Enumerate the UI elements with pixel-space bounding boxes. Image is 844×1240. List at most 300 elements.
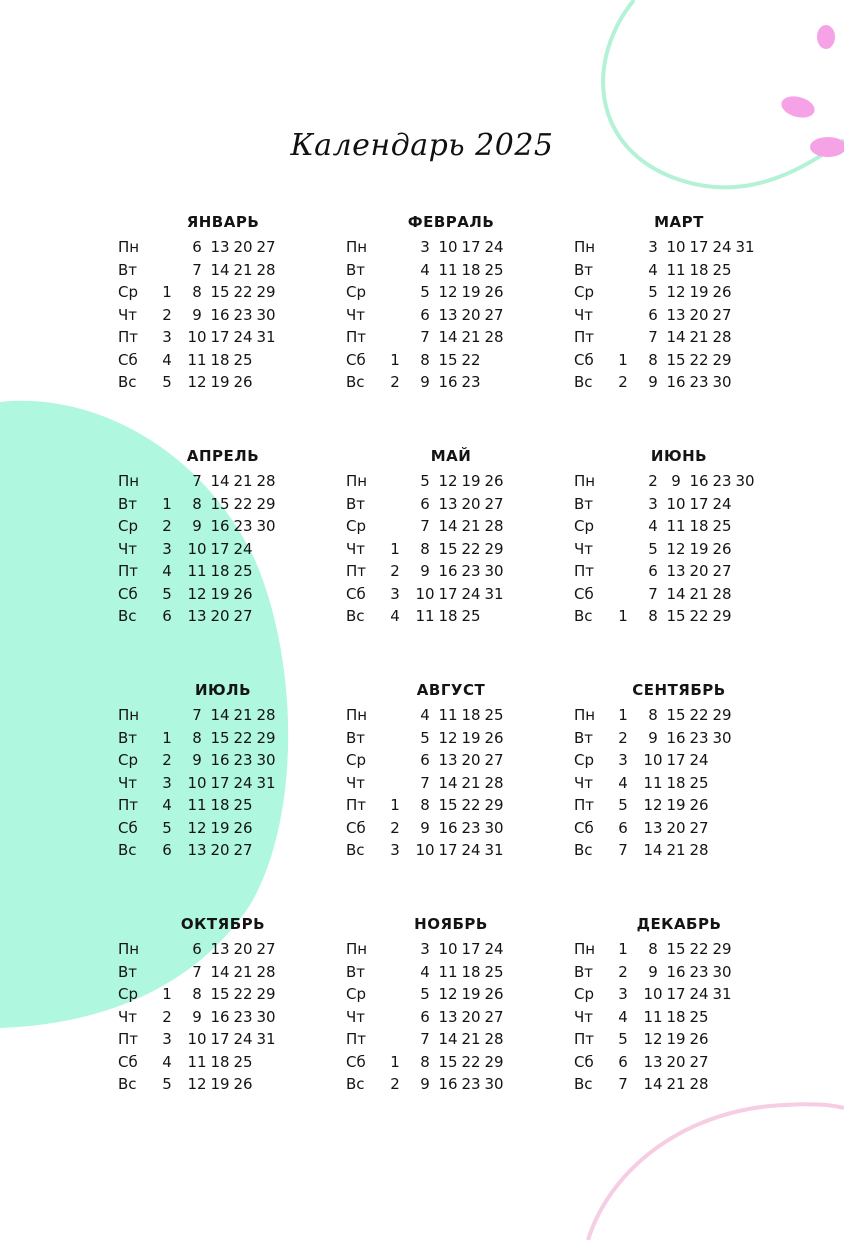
day-number: 4 xyxy=(420,260,430,279)
day-number: 10 xyxy=(187,328,207,346)
weekday-label: Ср xyxy=(346,517,366,535)
month-block xyxy=(574,912,764,1096)
day-number: 1 xyxy=(390,539,400,558)
day-number: 26 xyxy=(712,539,732,558)
day-number: 12 xyxy=(643,796,663,814)
weekday-label: Пн xyxy=(346,706,368,724)
day-number: 10 xyxy=(187,539,207,558)
day-number: 28 xyxy=(712,328,732,346)
day-number: 27 xyxy=(256,940,276,958)
weekday-row xyxy=(574,304,764,327)
weekday-row xyxy=(346,772,536,795)
day-number: 8 xyxy=(648,940,658,958)
day-number: 13 xyxy=(210,940,230,958)
day-number: 11 xyxy=(666,260,686,279)
weekday-row xyxy=(574,538,764,561)
day-number: 8 xyxy=(648,607,658,625)
weekday-row xyxy=(118,493,308,516)
day-number: 1 xyxy=(162,728,172,747)
day-number: 26 xyxy=(484,728,504,747)
day-number: 28 xyxy=(484,773,504,792)
day-number: 14 xyxy=(666,584,686,603)
day-number: 3 xyxy=(618,985,628,1003)
weekday-label: Вс xyxy=(346,373,365,391)
day-number: 27 xyxy=(689,818,709,837)
day-number: 24 xyxy=(233,1030,253,1048)
weekday-row xyxy=(574,326,764,349)
day-number: 20 xyxy=(666,1052,686,1071)
day-number: 12 xyxy=(438,283,458,301)
day-number: 5 xyxy=(162,584,172,603)
day-number: 3 xyxy=(420,238,430,256)
weekday-row xyxy=(574,704,764,727)
day-number: 14 xyxy=(210,472,230,490)
day-number: 1 xyxy=(618,706,628,724)
weekday-row xyxy=(346,817,536,840)
day-number: 23 xyxy=(461,1075,481,1093)
day-number: 13 xyxy=(643,1052,663,1071)
day-number: 14 xyxy=(438,773,458,792)
day-number: 12 xyxy=(643,1030,663,1048)
day-number: 15 xyxy=(210,728,230,747)
weekday-row xyxy=(574,371,764,394)
month-block xyxy=(346,210,536,394)
day-number: 1 xyxy=(162,985,172,1003)
weekday-label: Вт xyxy=(118,260,138,279)
day-number: 12 xyxy=(438,728,458,747)
day-number: 27 xyxy=(484,305,504,324)
day-number: 25 xyxy=(712,517,732,535)
weekday-row xyxy=(574,470,764,493)
weekday-row xyxy=(346,727,536,750)
day-number: 8 xyxy=(420,1052,430,1071)
weekday-row xyxy=(118,326,308,349)
weekday-label: Чт xyxy=(346,539,366,558)
day-number: 28 xyxy=(256,962,276,981)
day-number: 9 xyxy=(648,373,658,391)
day-number: 5 xyxy=(162,818,172,837)
weekday-label: Сб xyxy=(118,350,138,369)
weekday-row xyxy=(118,817,308,840)
day-number: 27 xyxy=(484,1007,504,1026)
day-number: 1 xyxy=(618,607,628,625)
day-number: 22 xyxy=(233,985,253,1003)
day-number: 20 xyxy=(210,607,230,625)
weekday-row xyxy=(118,538,308,561)
day-number: 8 xyxy=(192,283,202,301)
day-number: 23 xyxy=(461,562,481,580)
day-number: 3 xyxy=(162,328,172,346)
weekday-row xyxy=(118,839,308,862)
weekday-row xyxy=(574,560,764,583)
month-name: АВГУСТ xyxy=(416,681,486,699)
day-number: 23 xyxy=(233,751,253,769)
day-number: 25 xyxy=(461,607,481,625)
weekday-row xyxy=(574,839,764,862)
weekday-label: Сб xyxy=(346,1052,366,1071)
day-number: 31 xyxy=(256,1030,276,1048)
weekday-label: Чт xyxy=(346,773,366,792)
weekday-row xyxy=(118,938,308,961)
day-number: 18 xyxy=(689,517,709,535)
day-number: 30 xyxy=(484,562,504,580)
weekday-row xyxy=(118,704,308,727)
day-number: 21 xyxy=(461,328,481,346)
day-number: 13 xyxy=(210,238,230,256)
day-number: 9 xyxy=(192,305,202,324)
day-number: 27 xyxy=(484,494,504,513)
month-name: ЯНВАРЬ xyxy=(186,213,260,231)
weekday-row xyxy=(574,817,764,840)
day-number: 11 xyxy=(643,773,663,792)
day-number: 18 xyxy=(210,1052,230,1071)
day-number: 14 xyxy=(210,962,230,981)
day-number: 19 xyxy=(461,283,481,301)
day-number: 6 xyxy=(420,1007,430,1026)
weekday-row xyxy=(118,1051,308,1074)
day-number: 25 xyxy=(233,562,253,580)
weekday-row xyxy=(346,1028,536,1051)
day-number: 27 xyxy=(689,1052,709,1071)
day-number: 26 xyxy=(233,1075,253,1093)
day-number: 1 xyxy=(390,1052,400,1071)
day-number: 30 xyxy=(256,305,276,324)
weekday-label: Чт xyxy=(118,305,138,324)
day-number: 9 xyxy=(192,517,202,535)
weekday-label: Чт xyxy=(346,305,366,324)
day-number: 14 xyxy=(438,328,458,346)
day-number: 27 xyxy=(233,607,253,625)
month-name: ОКТЯБРЬ xyxy=(180,915,266,933)
day-number: 10 xyxy=(415,841,435,859)
day-number: 18 xyxy=(461,260,481,279)
weekday-row xyxy=(574,727,764,750)
weekday-label: Ср xyxy=(574,985,594,1003)
weekday-label: Пт xyxy=(346,328,367,346)
day-number: 7 xyxy=(648,328,658,346)
day-number: 20 xyxy=(689,562,709,580)
day-number: 20 xyxy=(461,1007,481,1026)
month-block xyxy=(346,444,536,628)
day-number: 21 xyxy=(233,706,253,724)
day-number: 23 xyxy=(233,1007,253,1026)
day-number: 19 xyxy=(666,1030,686,1048)
day-number: 6 xyxy=(618,1052,628,1071)
weekday-label: Вс xyxy=(118,373,137,391)
weekday-row xyxy=(346,493,536,516)
day-number: 18 xyxy=(210,350,230,369)
day-number: 5 xyxy=(648,539,658,558)
weekday-label: Вс xyxy=(118,607,137,625)
day-number: 4 xyxy=(162,796,172,814)
month-block xyxy=(118,912,308,1096)
day-number: 19 xyxy=(210,818,230,837)
day-number: 5 xyxy=(420,472,430,490)
weekday-row xyxy=(346,470,536,493)
weekday-row xyxy=(346,560,536,583)
weekday-label: Вс xyxy=(346,841,365,859)
day-number: 19 xyxy=(461,985,481,1003)
weekday-row xyxy=(118,304,308,327)
day-number: 31 xyxy=(256,328,276,346)
day-number: 22 xyxy=(233,494,253,513)
day-number: 13 xyxy=(187,841,207,859)
day-number: 28 xyxy=(484,517,504,535)
day-number: 11 xyxy=(187,562,207,580)
day-number: 13 xyxy=(438,751,458,769)
weekday-row xyxy=(346,259,536,282)
day-number: 7 xyxy=(618,1075,628,1093)
day-number: 22 xyxy=(233,283,253,301)
day-number: 9 xyxy=(192,1007,202,1026)
day-number: 30 xyxy=(735,472,755,490)
day-number: 21 xyxy=(461,773,481,792)
weekday-label: Сб xyxy=(118,818,138,837)
day-number: 2 xyxy=(162,1007,172,1026)
weekday-row xyxy=(574,1006,764,1029)
day-number: 21 xyxy=(689,328,709,346)
day-number: 4 xyxy=(162,562,172,580)
weekday-row xyxy=(118,794,308,817)
weekday-label: Пн xyxy=(118,472,140,490)
day-number: 10 xyxy=(415,584,435,603)
day-number: 3 xyxy=(648,238,658,256)
weekday-label: Ср xyxy=(118,517,138,535)
weekday-row xyxy=(346,605,536,628)
day-number: 20 xyxy=(461,494,481,513)
day-number: 30 xyxy=(484,818,504,837)
day-number: 1 xyxy=(162,494,172,513)
day-number: 18 xyxy=(666,773,686,792)
day-number: 28 xyxy=(256,260,276,279)
month-name: МАЙ xyxy=(430,447,472,465)
day-number: 7 xyxy=(192,260,202,279)
weekday-label: Вс xyxy=(346,607,365,625)
weekday-label: Пт xyxy=(574,562,595,580)
day-number: 4 xyxy=(420,706,430,724)
weekday-label: Вт xyxy=(574,260,594,279)
day-number: 22 xyxy=(233,728,253,747)
day-number: 20 xyxy=(210,841,230,859)
weekday-row xyxy=(346,349,536,372)
day-number: 6 xyxy=(192,940,202,958)
day-number: 16 xyxy=(666,728,686,747)
day-number: 13 xyxy=(438,1007,458,1026)
day-number: 22 xyxy=(689,607,709,625)
day-number: 26 xyxy=(233,584,253,603)
day-number: 9 xyxy=(420,818,430,837)
day-number: 28 xyxy=(484,1030,504,1048)
day-number: 24 xyxy=(233,773,253,792)
day-number: 17 xyxy=(210,328,230,346)
day-number: 11 xyxy=(438,962,458,981)
day-number: 26 xyxy=(233,818,253,837)
month-name: НОЯБРЬ xyxy=(414,915,488,933)
day-number: 9 xyxy=(648,962,658,981)
day-number: 17 xyxy=(689,494,709,513)
day-number: 7 xyxy=(618,841,628,859)
weekday-label: Вт xyxy=(118,962,138,981)
day-number: 13 xyxy=(643,818,663,837)
day-number: 25 xyxy=(233,796,253,814)
weekday-label: Вс xyxy=(118,1075,137,1093)
day-number: 19 xyxy=(689,539,709,558)
day-number: 6 xyxy=(420,751,430,769)
day-number: 17 xyxy=(210,539,230,558)
day-number: 10 xyxy=(187,773,207,792)
day-number: 11 xyxy=(187,350,207,369)
weekday-label: Вт xyxy=(346,260,366,279)
weekday-row xyxy=(574,259,764,282)
day-number: 12 xyxy=(187,373,207,391)
day-number: 21 xyxy=(461,517,481,535)
day-number: 13 xyxy=(666,562,686,580)
day-number: 29 xyxy=(484,796,504,814)
weekday-row xyxy=(118,961,308,984)
month-name: ИЮЛЬ xyxy=(194,681,252,699)
day-number: 29 xyxy=(712,350,732,369)
day-number: 7 xyxy=(420,773,430,792)
day-number: 7 xyxy=(420,328,430,346)
day-number: 9 xyxy=(420,1075,430,1093)
day-number: 16 xyxy=(438,562,458,580)
day-number: 20 xyxy=(233,238,253,256)
day-number: 10 xyxy=(643,751,663,769)
day-number: 3 xyxy=(390,841,400,859)
weekday-row xyxy=(346,538,536,561)
day-number: 5 xyxy=(618,1030,628,1048)
day-number: 6 xyxy=(162,841,172,859)
day-number: 1 xyxy=(618,350,628,369)
day-number: 4 xyxy=(162,1052,172,1071)
day-number: 5 xyxy=(618,796,628,814)
weekday-label: Ср xyxy=(574,283,594,301)
day-number: 6 xyxy=(162,607,172,625)
weekday-label: Ср xyxy=(346,751,366,769)
day-number: 19 xyxy=(689,283,709,301)
calendar-title: Календарь 2025 xyxy=(290,128,554,163)
day-number: 16 xyxy=(666,962,686,981)
weekday-label: Ср xyxy=(574,517,594,535)
day-number: 9 xyxy=(671,472,681,490)
weekday-label: Пт xyxy=(346,796,367,814)
day-number: 8 xyxy=(192,494,202,513)
day-number: 6 xyxy=(648,562,658,580)
day-number: 13 xyxy=(666,305,686,324)
day-number: 17 xyxy=(461,238,481,256)
day-number: 2 xyxy=(162,751,172,769)
month-block xyxy=(346,912,536,1096)
day-number: 16 xyxy=(438,1075,458,1093)
weekday-label: Вс xyxy=(574,841,593,859)
day-number: 18 xyxy=(210,562,230,580)
day-number: 29 xyxy=(484,539,504,558)
day-number: 16 xyxy=(210,751,230,769)
weekday-row xyxy=(118,1073,308,1096)
day-number: 8 xyxy=(192,985,202,1003)
weekday-label: Ср xyxy=(118,751,138,769)
day-number: 20 xyxy=(689,305,709,324)
weekday-label: Пн xyxy=(346,238,368,256)
weekday-label: Чт xyxy=(118,1007,138,1026)
weekday-label: Вт xyxy=(574,728,594,747)
day-number: 1 xyxy=(390,796,400,814)
day-number: 2 xyxy=(162,305,172,324)
day-number: 21 xyxy=(666,841,686,859)
day-number: 11 xyxy=(187,796,207,814)
day-number: 9 xyxy=(648,728,658,747)
weekday-label: Пн xyxy=(574,472,596,490)
day-number: 11 xyxy=(415,607,435,625)
day-number: 23 xyxy=(689,962,709,981)
day-number: 3 xyxy=(162,773,172,792)
weekday-label: Вт xyxy=(574,962,594,981)
day-number: 27 xyxy=(712,562,732,580)
day-number: 28 xyxy=(256,472,276,490)
day-number: 30 xyxy=(712,373,732,391)
weekday-label: Пт xyxy=(118,1030,139,1048)
weekday-label: Чт xyxy=(574,1007,594,1026)
day-number: 24 xyxy=(712,238,732,256)
weekday-label: Пн xyxy=(118,238,140,256)
day-number: 6 xyxy=(618,818,628,837)
day-number: 10 xyxy=(666,494,686,513)
day-number: 29 xyxy=(256,494,276,513)
day-number: 19 xyxy=(210,373,230,391)
day-number: 15 xyxy=(438,1052,458,1071)
day-number: 4 xyxy=(162,350,172,369)
day-number: 8 xyxy=(420,350,430,369)
day-number: 5 xyxy=(162,1075,172,1093)
day-number: 29 xyxy=(484,1052,504,1071)
month-block xyxy=(346,678,536,862)
month-block xyxy=(118,678,308,862)
day-number: 26 xyxy=(689,796,709,814)
day-number: 8 xyxy=(420,539,430,558)
day-number: 8 xyxy=(420,796,430,814)
day-number: 16 xyxy=(438,818,458,837)
day-number: 3 xyxy=(162,1030,172,1048)
weekday-row xyxy=(574,1051,764,1074)
weekday-label: Пт xyxy=(346,1030,367,1048)
day-number: 16 xyxy=(210,1007,230,1026)
day-number: 6 xyxy=(420,494,430,513)
day-number: 3 xyxy=(420,940,430,958)
day-number: 11 xyxy=(438,706,458,724)
day-number: 15 xyxy=(438,350,458,369)
day-number: 10 xyxy=(438,238,458,256)
day-number: 21 xyxy=(233,962,253,981)
day-number: 1 xyxy=(162,283,172,301)
weekday-label: Чт xyxy=(346,1007,366,1026)
day-number: 23 xyxy=(689,373,709,391)
day-number: 15 xyxy=(666,350,686,369)
day-number: 19 xyxy=(210,1075,230,1093)
weekday-label: Пн xyxy=(346,472,368,490)
day-number: 18 xyxy=(438,607,458,625)
day-number: 28 xyxy=(484,328,504,346)
day-number: 3 xyxy=(162,539,172,558)
day-number: 5 xyxy=(420,283,430,301)
weekday-row xyxy=(346,583,536,606)
weekday-label: Вт xyxy=(118,494,138,513)
day-number: 2 xyxy=(390,1075,400,1093)
day-number: 17 xyxy=(666,985,686,1003)
weekday-label: Чт xyxy=(574,539,594,558)
day-number: 7 xyxy=(192,706,202,724)
month-block xyxy=(118,210,308,394)
day-number: 17 xyxy=(210,773,230,792)
